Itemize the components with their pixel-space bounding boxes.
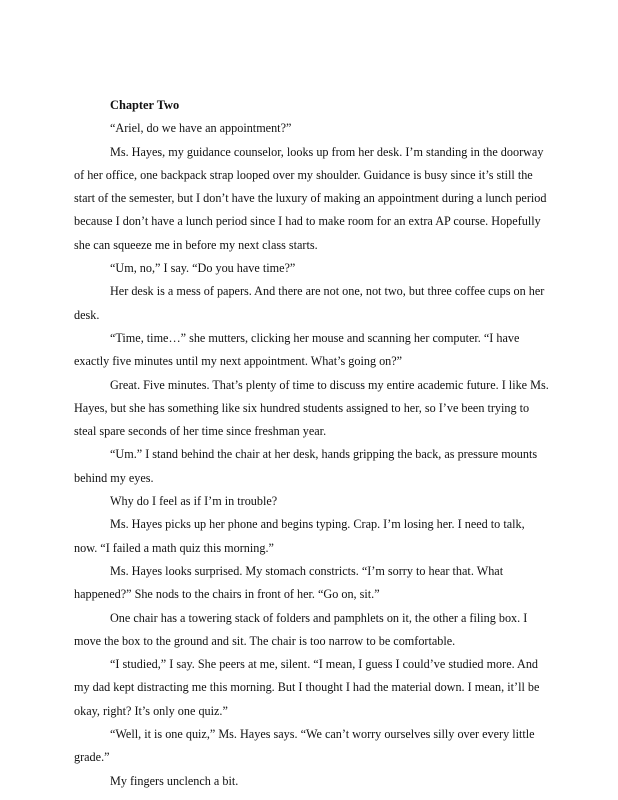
- paragraph: “I studied,” I say. She peers at me, silent. “I mean, I guess I could’ve studied more. And my dad kept distracting me this morning. But I thought I had the material down. I mean, it’ll be okay, right? It’s only one quiz.”: [74, 657, 540, 718]
- paragraph: One chair has a towering stack of folders and pamphlets on it, the other a filing box. I move the box to the ground and sit. The chair is too narrow to be comfortable.: [74, 610, 528, 648]
- paragraph: Why do I feel as if I’m in trouble?: [110, 494, 278, 509]
- paragraph: Great. Five minutes. That’s plenty of time to discuss my entire academic future. I like Ms. Hayes, but she has something like six hundred students assigned to her, so I’ve been trying to steal spare seconds of her time since freshman year.: [74, 377, 549, 439]
- paragraph: “Um, no,” I say. “Do you have time?”: [110, 261, 296, 276]
- paragraph: Ms. Hayes looks surprised. My stomach constricts. “I’m sorry to hear that. What happened?” She nods to the chairs in front of her. “Go on, sit.”: [74, 563, 504, 602]
- chapter-text: [74, 94, 550, 793]
- paragraph: Ms. Hayes, my guidance counselor, looks up from her desk. I’m standing in the doorway of her office, one backpack strap looped over my shoulder. Guidance is busy since it’s still the start of the semester, but I don’t have the luxury of making an appointment during a lunch period because I don’t have a lunch period since I had to make room for an extra AP course. Hopefully she can squeeze me in before my next class starts.: [74, 144, 547, 252]
- paragraph: “Um.” I stand behind the chair at her desk, hands gripping the back, as pressure mounts behind my eyes.: [74, 447, 538, 485]
- paragraph: “Ariel, do we have an appointment?”: [110, 121, 292, 136]
- paragraph: Her desk is a mess of papers. And there are not one, not two, but three coffee cups on her desk.: [74, 284, 545, 322]
- paragraph: “Well, it is one quiz,” Ms. Hayes says. “We can’t worry ourselves silly over every little grade.”: [74, 727, 535, 765]
- paragraph: My fingers unclench a bit.: [110, 773, 239, 788]
- chapter-title: Chapter Two: [110, 98, 180, 112]
- paragraph: “Time, time…” she mutters, clicking her mouse and scanning her computer. “I have exactly five minutes until my next appointment. What’s going on?”: [74, 330, 520, 369]
- paragraph: Ms. Hayes picks up her phone and begins typing. Crap. I’m losing her. I need to talk, now. “I failed a math quiz this morning.”: [74, 517, 525, 555]
